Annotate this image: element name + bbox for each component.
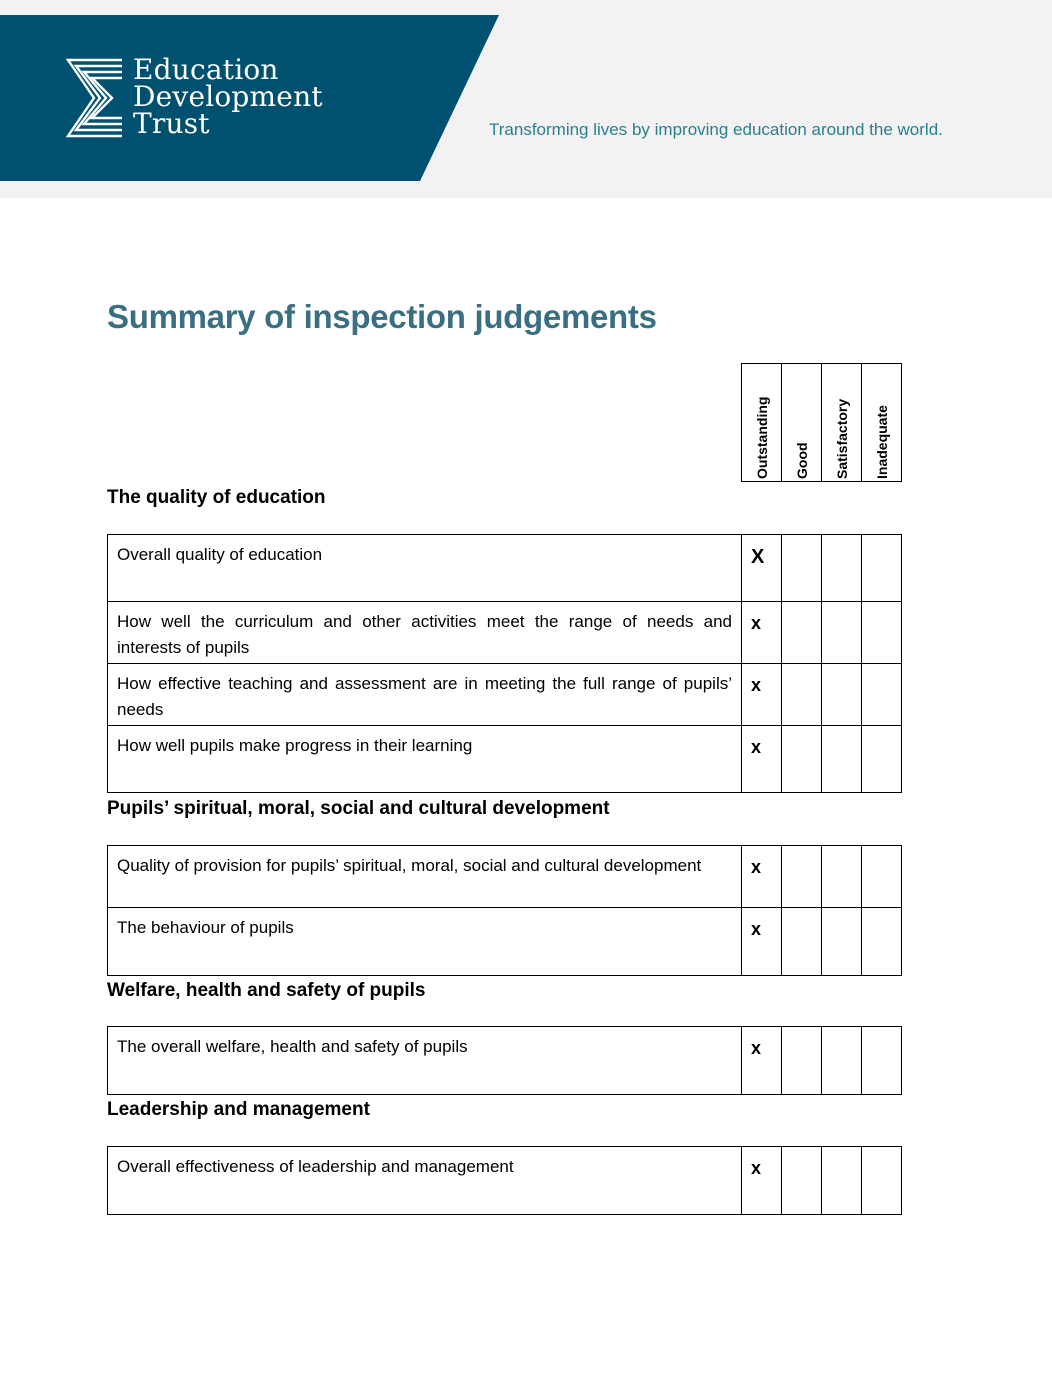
logo-wordmark bbox=[133, 53, 323, 140]
judgement-cell bbox=[782, 535, 822, 602]
column-label: Inadequate bbox=[873, 405, 890, 479]
criterion-label: Overall effectiveness of leadership and management bbox=[108, 1147, 742, 1215]
judgement-mark: x bbox=[742, 1147, 782, 1215]
section-heading-leadership-management: Leadership and management bbox=[107, 1099, 370, 1120]
judgement-cell bbox=[782, 664, 822, 726]
page-title: Summary of inspection judgements bbox=[107, 298, 657, 335]
judgement-mark: X bbox=[742, 535, 782, 602]
judgement-cell bbox=[782, 908, 822, 976]
tagline: Transforming lives by improving education around the world. bbox=[489, 120, 943, 139]
criterion-label: Overall quality of education bbox=[108, 535, 742, 602]
judgement-cell bbox=[822, 602, 862, 664]
column-label: Outstanding bbox=[753, 396, 770, 479]
column-header-good bbox=[782, 364, 822, 482]
judgement-cell bbox=[782, 602, 822, 664]
section-heading-smsc-development: Pupils’ spiritual, moral, social and cultural development bbox=[107, 798, 610, 819]
judgement-column-headers bbox=[741, 363, 902, 482]
criterion-label: The behaviour of pupils bbox=[108, 908, 742, 976]
judgement-cell bbox=[782, 726, 822, 793]
logo-line: Education bbox=[133, 53, 279, 86]
judgement-cell bbox=[822, 1027, 862, 1095]
judgement-mark: x bbox=[742, 726, 782, 793]
column-header-outstanding bbox=[742, 364, 782, 482]
criterion-label: How well pupils make progress in their learning bbox=[108, 726, 742, 793]
logo-line: Development bbox=[133, 80, 323, 113]
judgement-cell bbox=[822, 1147, 862, 1215]
table-row bbox=[108, 1147, 902, 1215]
section-heading-quality-of-education: The quality of education bbox=[107, 487, 326, 508]
judgement-cell bbox=[862, 1027, 902, 1095]
table-row bbox=[108, 535, 902, 602]
logo-line: Trust bbox=[133, 107, 210, 140]
table-row bbox=[108, 908, 902, 976]
column-header-inadequate bbox=[862, 364, 902, 482]
judgement-cell bbox=[822, 726, 862, 793]
criterion-label: Quality of provision for pupils’ spiritual, moral, social and cultural development bbox=[108, 846, 742, 908]
table-row bbox=[108, 846, 902, 908]
judgement-mark: x bbox=[742, 602, 782, 664]
table-row bbox=[108, 602, 902, 664]
column-label: Satisfactory bbox=[833, 398, 850, 479]
table-row bbox=[108, 726, 902, 793]
column-label: Good bbox=[793, 442, 810, 479]
judgement-cell bbox=[862, 908, 902, 976]
criterion-label: How well the curriculum and other activities meet the range of needs and interests of pupils bbox=[108, 602, 742, 664]
judgement-cell bbox=[862, 846, 902, 908]
judgement-cell bbox=[862, 1147, 902, 1215]
judgement-cell bbox=[862, 602, 902, 664]
criterion-label: The overall welfare, health and safety of pupils bbox=[108, 1027, 742, 1095]
judgement-mark: x bbox=[742, 664, 782, 726]
judgement-cell bbox=[782, 846, 822, 908]
judgement-cell bbox=[862, 664, 902, 726]
judgement-cell bbox=[822, 908, 862, 976]
judgement-cell bbox=[822, 846, 862, 908]
judgement-table-welfare-health-safety bbox=[107, 1026, 902, 1095]
judgement-table-leadership-management bbox=[107, 1146, 902, 1215]
judgement-cell bbox=[822, 535, 862, 602]
section-heading-welfare-health-safety: Welfare, health and safety of pupils bbox=[107, 980, 426, 1001]
judgement-cell bbox=[862, 726, 902, 793]
judgement-table-smsc-development bbox=[107, 845, 902, 976]
judgement-cell bbox=[782, 1147, 822, 1215]
judgement-mark: x bbox=[742, 846, 782, 908]
table-row bbox=[108, 1027, 902, 1095]
criterion-label: How effective teaching and assessment are in meeting the full range of pupils’ needs bbox=[108, 664, 742, 726]
judgement-cell bbox=[822, 664, 862, 726]
judgement-mark: x bbox=[742, 908, 782, 976]
judgement-table-quality-of-education bbox=[107, 534, 902, 793]
judgement-mark: x bbox=[742, 1027, 782, 1095]
judgement-cell bbox=[862, 535, 902, 602]
table-row bbox=[108, 664, 902, 726]
page-header bbox=[0, 0, 1052, 198]
judgement-cell bbox=[782, 1027, 822, 1095]
column-header-satisfactory bbox=[822, 364, 862, 482]
